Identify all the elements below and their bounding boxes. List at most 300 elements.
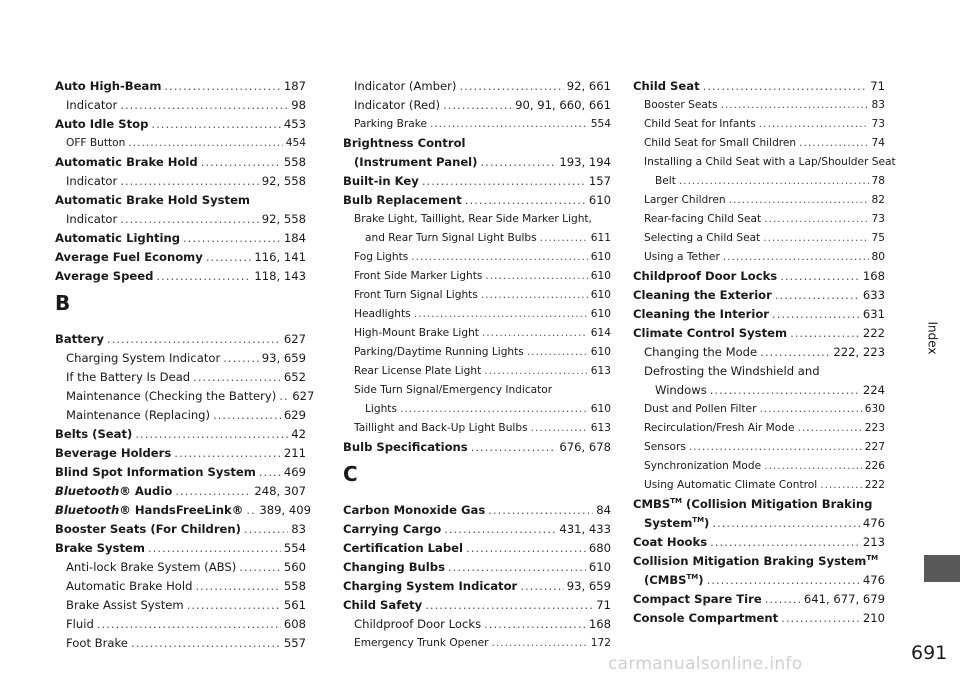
dot-leader <box>729 191 869 210</box>
entry-label: Sensors <box>644 441 686 453</box>
page-reference[interactable]: 248, 307 <box>254 484 306 498</box>
entry-label: Indicator (Amber) <box>354 79 457 93</box>
page-reference[interactable]: 561 <box>283 598 306 612</box>
page-reference[interactable]: 187 <box>283 79 306 93</box>
index-subentry[interactable] <box>633 419 885 438</box>
index-entry[interactable] <box>55 425 306 444</box>
page-reference[interactable]: 629 <box>283 408 306 422</box>
trademark-superscript: TM <box>670 497 682 506</box>
entry-label-rest: ® HandsFreeLink® <box>119 503 244 517</box>
dot-leader <box>780 267 860 286</box>
dot-leader <box>223 349 259 368</box>
entry-label: Emergency Trunk Opener <box>354 637 489 649</box>
page-reference[interactable]: 90, 91, 660, 661 <box>515 98 611 112</box>
index-subentry[interactable] <box>343 381 611 400</box>
page-reference[interactable]: 93, 659 <box>566 579 611 593</box>
entry-label: Brake Assist System <box>66 598 184 612</box>
index-entry[interactable] <box>343 153 611 172</box>
index-subentry[interactable] <box>633 362 885 381</box>
index-subentry[interactable] <box>633 476 885 495</box>
dot-leader <box>244 520 288 539</box>
dot-leader <box>120 210 259 229</box>
entry-label: Fluid <box>66 617 94 631</box>
entry-label: Front Turn Signal Lights <box>354 289 478 301</box>
dot-leader <box>422 172 586 191</box>
index-subentry[interactable] <box>55 577 306 596</box>
entry-label: Child Seat for Small Children <box>644 137 797 149</box>
index-column-2 <box>343 77 611 653</box>
index-subentry[interactable] <box>633 457 885 476</box>
index-subentry[interactable] <box>633 96 885 115</box>
index-entry[interactable] <box>55 463 306 482</box>
page-reference[interactable]: 222 <box>864 479 885 491</box>
index-entry[interactable] <box>343 134 611 153</box>
index-subentry[interactable] <box>343 343 611 362</box>
dot-leader <box>400 400 588 419</box>
entry-label: Parking/Daytime Running Lights <box>354 346 524 358</box>
entry-label: Blind Spot Information System <box>55 465 256 479</box>
entry-label: Fog Lights <box>354 251 409 263</box>
index-subentry[interactable] <box>633 210 885 229</box>
dot-leader <box>764 457 862 476</box>
index-entry[interactable] <box>633 305 885 324</box>
dot-leader <box>799 134 868 153</box>
index-subentry[interactable] <box>633 153 896 172</box>
index-column-1 <box>55 77 315 653</box>
dot-leader <box>482 324 588 343</box>
page-reference[interactable]: 610 <box>588 560 611 574</box>
page-reference[interactable]: 476 <box>862 516 885 530</box>
index-entry[interactable] <box>55 115 306 134</box>
index-entry[interactable] <box>343 596 611 615</box>
dot-leader <box>459 77 563 96</box>
page-reference[interactable]: 610 <box>590 270 611 282</box>
entry-label: Child Seat for Infants <box>644 118 756 130</box>
dot-leader <box>430 115 588 134</box>
dot-leader <box>414 305 588 324</box>
dot-leader <box>128 134 282 153</box>
dot-leader <box>707 571 860 590</box>
page-reference[interactable]: 224 <box>862 383 885 397</box>
entry-label: Average Speed <box>55 269 154 283</box>
page-reference[interactable]: 469 <box>283 465 306 479</box>
index-entry[interactable] <box>343 539 611 558</box>
dot-leader <box>193 368 281 387</box>
index-entry[interactable] <box>343 501 611 520</box>
index-subentry[interactable] <box>343 362 611 381</box>
entry-label: Changing the Mode <box>644 345 758 359</box>
dot-leader <box>131 634 281 653</box>
page-reference[interactable]: 172 <box>590 637 611 649</box>
page-reference[interactable]: 116, 141 <box>254 250 306 264</box>
dot-leader <box>135 425 288 444</box>
entry-label: Belts (Seat) <box>55 427 133 441</box>
page-reference[interactable]: 554 <box>590 118 611 130</box>
page-reference[interactable]: 431, 433 <box>559 522 611 536</box>
index-entry[interactable] <box>343 558 611 577</box>
watermark: carmanualsonline.info <box>608 654 803 674</box>
index-subentry[interactable] <box>55 596 306 615</box>
entry-label: Built-in Key <box>343 174 419 188</box>
index-subentry[interactable] <box>343 634 611 653</box>
page-reference[interactable]: 168 <box>588 617 611 631</box>
page-reference[interactable]: 631 <box>862 307 885 321</box>
index-entry[interactable] <box>55 330 306 349</box>
entry-label: Childproof Door Locks <box>633 269 778 283</box>
dot-leader <box>164 77 280 96</box>
index-entry[interactable] <box>633 286 885 305</box>
index-entry[interactable] <box>55 444 306 463</box>
page-reference[interactable]: 633 <box>862 288 885 302</box>
dot-leader <box>723 248 869 267</box>
index-subentry[interactable] <box>343 419 611 438</box>
index-entry[interactable] <box>55 77 306 96</box>
page-reference[interactable]: 226 <box>864 460 885 472</box>
index-entry[interactable] <box>55 539 306 558</box>
page-reference[interactable]: 560 <box>283 560 306 574</box>
dot-leader <box>540 229 588 248</box>
entry-label: High-Mount Brake Light <box>354 327 479 339</box>
page-reference[interactable]: 558 <box>283 579 306 593</box>
dot-leader <box>279 387 289 406</box>
dot-leader <box>775 286 860 305</box>
index-entry[interactable] <box>633 77 885 96</box>
index-entry[interactable] <box>55 520 306 539</box>
entry-label: Foot Brake <box>66 636 128 650</box>
index-subentry-continued[interactable] <box>343 229 611 248</box>
entry-label: Automatic Brake Hold <box>55 155 198 169</box>
entry-label: Child Safety <box>343 598 423 612</box>
page-reference[interactable]: 93, 659 <box>261 351 306 365</box>
index-entry[interactable] <box>633 495 885 514</box>
page-reference[interactable]: 42 <box>291 427 306 441</box>
dot-leader <box>411 248 588 267</box>
page-reference[interactable]: 627 <box>283 332 306 346</box>
page-reference[interactable]: 610 <box>590 403 611 415</box>
entry-label: Coat Hooks <box>633 535 708 549</box>
entry-label: Maintenance (Replacing) <box>66 408 211 422</box>
index-entry[interactable] <box>633 609 885 628</box>
page-reference[interactable]: 610 <box>590 289 611 301</box>
page-reference[interactable]: 611 <box>590 232 611 244</box>
page-reference[interactable]: 613 <box>590 365 611 377</box>
page-reference[interactable]: 71 <box>870 79 885 93</box>
index-entry[interactable] <box>633 590 885 609</box>
index-entry[interactable] <box>343 520 611 539</box>
page-reference[interactable]: 75 <box>871 232 885 244</box>
dot-leader <box>764 210 868 229</box>
dot-leader <box>721 96 869 115</box>
index-subentry[interactable] <box>343 286 611 305</box>
trademark-superscript: TM <box>866 554 879 563</box>
dot-leader <box>151 115 280 134</box>
entry-label <box>55 501 243 520</box>
dot-leader <box>201 153 281 172</box>
entry-label-italic: Bluetooth <box>55 503 120 517</box>
page-reference[interactable]: 222 <box>862 326 885 340</box>
index-subentry[interactable] <box>55 210 306 229</box>
index-entry[interactable] <box>633 571 885 590</box>
section-tab-marker <box>924 555 960 582</box>
index-subentry[interactable] <box>55 634 306 653</box>
dot-leader <box>481 286 588 305</box>
page-reference[interactable]: 554 <box>283 541 306 555</box>
entry-label: Battery <box>55 332 104 346</box>
page-reference[interactable]: 558 <box>283 155 306 169</box>
entry-label: Indicator <box>66 98 118 112</box>
index-subentry-continued[interactable] <box>633 381 885 400</box>
entry-label-text: System <box>644 516 693 530</box>
page-reference[interactable]: 83 <box>291 522 306 536</box>
dot-leader <box>485 267 587 286</box>
index-subentry[interactable] <box>633 438 885 457</box>
page-reference[interactable]: 157 <box>588 174 611 188</box>
page-reference[interactable]: 227 <box>864 441 885 453</box>
index-subentry[interactable] <box>55 134 306 153</box>
dot-leader <box>797 419 861 438</box>
index-subentry[interactable] <box>343 115 611 134</box>
page-reference[interactable]: 118, 143 <box>254 269 306 283</box>
index-entry[interactable] <box>55 153 306 172</box>
page-reference[interactable]: 676, 678 <box>559 440 611 454</box>
entry-label: Changing Bulbs <box>343 560 445 574</box>
index-subentry[interactable] <box>633 115 885 134</box>
entry-label: Using a Tether <box>644 251 720 263</box>
page-reference[interactable]: 557 <box>283 636 306 650</box>
entry-label: Compact Spare Tire <box>633 592 762 606</box>
index-subentry[interactable] <box>55 349 306 368</box>
entry-label: Headlights <box>354 308 411 320</box>
entry-label-text: CMBS <box>633 497 671 511</box>
index-subentry[interactable] <box>343 267 611 286</box>
index-letter-heading: B <box>55 291 71 315</box>
dot-leader <box>790 324 860 343</box>
dot-leader <box>156 267 251 286</box>
index-subentry[interactable] <box>55 172 306 191</box>
entry-label-rest: ) <box>698 573 704 587</box>
index-entry[interactable] <box>343 191 611 210</box>
page-reference[interactable]: 73 <box>871 118 885 130</box>
entry-label: Selecting a Child Seat <box>644 232 761 244</box>
page-reference[interactable]: 92, 558 <box>261 174 306 188</box>
page-reference[interactable]: 92, 661 <box>566 79 611 93</box>
index-entry[interactable] <box>633 514 885 533</box>
page-reference[interactable]: 82 <box>871 194 885 206</box>
page-reference[interactable]: 74 <box>871 137 885 149</box>
dot-leader <box>759 115 869 134</box>
dot-leader <box>448 558 586 577</box>
page-reference[interactable]: 193, 194 <box>559 155 611 169</box>
page-reference[interactable]: 211 <box>283 446 306 460</box>
entry-label: Maintenance (Checking the Battery) <box>66 389 277 403</box>
index-entry[interactable] <box>633 324 885 343</box>
page-reference[interactable]: 84 <box>596 503 611 517</box>
index-subentry[interactable] <box>55 387 315 406</box>
page-reference[interactable]: 83 <box>871 99 885 111</box>
entry-label <box>644 514 709 533</box>
dot-leader <box>443 96 512 115</box>
page-reference[interactable]: 223 <box>864 422 885 434</box>
trademark-superscript: TM <box>692 516 705 525</box>
page-reference[interactable]: 610 <box>590 308 611 320</box>
index-entry[interactable] <box>55 229 306 248</box>
index-entry[interactable] <box>55 248 306 267</box>
page-reference[interactable]: 610 <box>590 346 611 358</box>
dot-leader <box>763 229 868 248</box>
index-subentry-continued[interactable] <box>633 172 885 191</box>
index-subentry[interactable] <box>343 324 611 343</box>
page-reference[interactable]: 73 <box>871 213 885 225</box>
dot-leader <box>107 330 281 349</box>
entry-label: Automatic Brake Hold <box>66 579 193 593</box>
page-reference[interactable]: 610 <box>590 251 611 263</box>
index-subentry[interactable] <box>633 248 885 267</box>
dot-leader <box>465 191 586 210</box>
entry-label: Auto Idle Stop <box>55 117 149 131</box>
entry-label: Automatic Brake Hold System <box>55 193 251 207</box>
index-subentry[interactable] <box>55 615 306 634</box>
page-reference[interactable]: 614 <box>590 327 611 339</box>
index-subentry[interactable] <box>343 615 611 634</box>
entry-label-rest: ® Audio <box>119 484 173 498</box>
entry-label: Brake Light, Taillight, Rear Side Marker Light, <box>354 213 592 225</box>
page-reference[interactable]: 476 <box>862 573 885 587</box>
entry-label-italic: Bluetooth <box>55 484 120 498</box>
dot-leader <box>97 615 281 634</box>
entry-label: Side Turn Signal/Emergency Indicator <box>354 384 553 396</box>
page-number: 691 <box>911 642 948 664</box>
side-index-tab-label: Index <box>925 321 940 355</box>
entry-label: Child Seat <box>633 79 700 93</box>
dot-leader <box>703 77 868 96</box>
entry-label: Bulb Replacement <box>343 193 462 207</box>
dot-leader <box>183 229 281 248</box>
page-reference[interactable]: 641, 677, 679 <box>803 592 885 606</box>
entry-label: Indicator <box>66 212 118 226</box>
dot-leader <box>120 96 288 115</box>
page-reference[interactable]: 453 <box>283 117 306 131</box>
page-reference[interactable]: 610 <box>588 193 611 207</box>
index-entry[interactable] <box>55 267 306 286</box>
dot-leader <box>765 590 801 609</box>
page-reference[interactable]: 71 <box>596 598 611 612</box>
dot-leader <box>148 539 281 558</box>
dot-leader <box>120 172 259 191</box>
dot-leader <box>527 343 588 362</box>
dot-leader <box>679 172 869 191</box>
entry-label: Brake System <box>55 541 145 555</box>
entry-label: Booster Seats (For Children) <box>55 522 241 536</box>
entry-label: Average Fuel Economy <box>55 250 203 264</box>
entry-label: Front Side Marker Lights <box>354 270 483 282</box>
index-entry[interactable] <box>343 172 611 191</box>
dot-leader <box>520 577 563 596</box>
index-entry[interactable] <box>343 577 611 596</box>
page-reference[interactable]: 213 <box>862 535 885 549</box>
page-reference[interactable]: 608 <box>283 617 306 631</box>
entry-label: Larger Children <box>644 194 726 206</box>
page-reference[interactable]: 222, 223 <box>833 345 885 359</box>
dot-leader <box>492 634 588 653</box>
page-reference[interactable]: 80 <box>871 251 885 263</box>
entry-label: Taillight and Back-Up Light Bulbs <box>354 422 528 434</box>
page-reference[interactable]: 389, 409 <box>259 503 311 517</box>
index-subentry[interactable] <box>633 191 885 210</box>
entry-label: and Rear Turn Signal Light Bulbs <box>365 232 537 244</box>
entry-label: (Instrument Panel) <box>354 155 478 169</box>
index-subentry[interactable] <box>55 96 306 115</box>
index-entry[interactable] <box>55 191 306 210</box>
dot-leader <box>239 558 281 577</box>
index-subentry-continued[interactable] <box>343 400 611 419</box>
index-subentry[interactable] <box>55 406 306 425</box>
dot-leader <box>710 381 860 400</box>
index-subentry[interactable] <box>343 210 611 229</box>
page-reference[interactable]: 613 <box>590 422 611 434</box>
dot-leader <box>480 153 556 172</box>
index-subentry[interactable] <box>343 96 611 115</box>
page-reference[interactable]: 210 <box>862 611 885 625</box>
page-reference[interactable]: 454 <box>285 137 306 149</box>
page-reference[interactable]: 168 <box>862 269 885 283</box>
entry-label: Booster Seats <box>644 99 718 111</box>
page-reference[interactable]: 98 <box>291 98 306 112</box>
index-entry[interactable] <box>55 482 306 501</box>
entry-label: Lights <box>365 403 397 415</box>
index-subentry[interactable] <box>633 400 885 419</box>
index-subentry[interactable] <box>55 558 306 577</box>
side-index-tab[interactable] <box>925 0 960 582</box>
page-reference[interactable]: 184 <box>283 231 306 245</box>
index-entry[interactable] <box>343 438 611 457</box>
dot-leader <box>246 501 256 520</box>
index-entry[interactable] <box>633 552 885 571</box>
dot-leader <box>444 520 556 539</box>
entry-label <box>633 495 872 514</box>
entry-label: Parking Brake <box>354 118 428 130</box>
page-reference[interactable]: 652 <box>283 370 306 384</box>
page-reference[interactable]: 630 <box>864 403 885 415</box>
index-subentry[interactable] <box>343 248 611 267</box>
index-subentry[interactable] <box>633 134 885 153</box>
entry-label <box>633 552 878 571</box>
page-reference[interactable]: 78 <box>871 175 885 187</box>
entry-label: Installing a Child Seat with a Lap/Shoulder Seat <box>644 156 896 168</box>
index-subentry[interactable] <box>633 343 885 362</box>
dot-leader <box>206 248 252 267</box>
index-subentry[interactable] <box>343 77 611 96</box>
entry-label-rest: ) <box>704 516 710 530</box>
entry-label <box>644 571 704 590</box>
index-entry[interactable] <box>55 501 311 520</box>
page-reference[interactable]: 92, 558 <box>261 212 306 226</box>
trademark-superscript: TM <box>686 573 699 582</box>
index-subentry[interactable] <box>55 368 306 387</box>
page-reference[interactable]: 627 <box>292 389 315 403</box>
dot-leader <box>259 463 281 482</box>
dot-leader <box>174 444 281 463</box>
index-entry[interactable] <box>633 533 885 552</box>
dot-leader <box>187 596 281 615</box>
index-entry[interactable] <box>633 267 885 286</box>
entry-label: Synchronization Mode <box>644 460 762 472</box>
dot-leader <box>484 615 586 634</box>
entry-label: Bulb Specifications <box>343 440 468 454</box>
entry-label: Indicator <box>66 174 118 188</box>
page-reference[interactable]: 680 <box>588 541 611 555</box>
index-subentry[interactable] <box>633 229 885 248</box>
index-subentry[interactable] <box>343 305 611 324</box>
